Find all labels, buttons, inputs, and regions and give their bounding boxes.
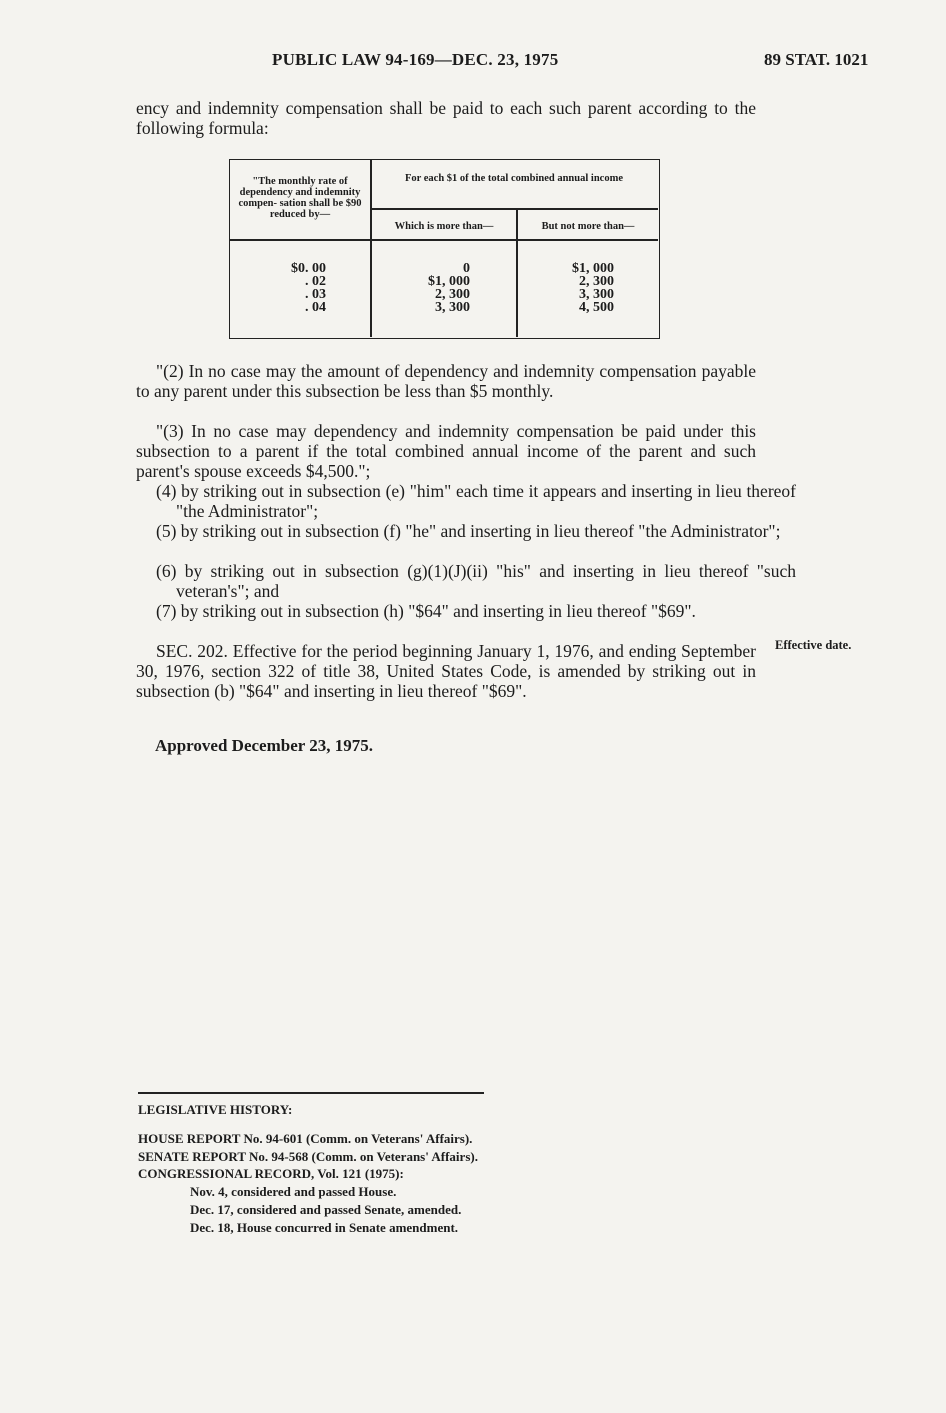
header-income: For each $1 of the total combined annual income (405, 173, 623, 184)
intro-paragraph: ency and indemnity compensation shall be paid to each such parent according to the following formula: (136, 98, 756, 138)
house-report: HOUSE REPORT No. 94-601 (Comm. on Veterans' Affairs). (138, 1131, 473, 1146)
formula-table (229, 159, 660, 339)
margin-note: Effective date. (775, 638, 852, 652)
table-cell: 4, 500 (579, 300, 614, 315)
senate-report: SENATE REPORT No. 94-568 (Comm. on Veterans' Affairs). (138, 1149, 478, 1164)
table-cell: $1, 000 (428, 274, 470, 289)
column-more-than (380, 262, 470, 314)
paragraph-7: (7) by striking out in subsection (h) "$64" and inserting in lieu thereof "$69". (156, 601, 696, 621)
table-cell: . 04 (305, 300, 326, 315)
table-cell: . 03 (305, 287, 326, 302)
table-cell: 3, 300 (579, 287, 614, 302)
table-cell: $1, 000 (572, 261, 614, 276)
paragraph-3: "(3) In no case may dependency and indemnity compensation be paid under this subsection to a parent if the total combined annual income of the parent and such parent's spouse exceeds $4,500."; (136, 421, 756, 481)
section-label: SEC. 202. (156, 641, 228, 661)
paragraph-6: (6) by striking out in subsection (g)(1)(J)(ii) "his" and inserting in lieu thereof "such veteran's"; and (156, 561, 796, 601)
paragraph-4: (4) by striking out in subsection (e) "him" each time it appears and inserting in lieu thereof "the Administrator"; (156, 481, 796, 521)
section-text: Effective for the period beginning January 1, 1976, and ending September 30, 1976, section 322 of title 38, United States Code, is amended by striking out in subsection (b) "$64" and inserting in lieu thereof "$69". (136, 641, 756, 701)
table-cell: . 02 (305, 274, 326, 289)
approval-line: Approved December 23, 1975. (155, 736, 373, 755)
law-title: PUBLIC LAW 94-169—DEC. 23, 1975 (272, 50, 559, 69)
legislative-history-title: LEGISLATIVE HISTORY: (138, 1102, 293, 1117)
table-cell: 2, 300 (435, 287, 470, 302)
column-not-more-than (530, 262, 614, 314)
header-rate: "The monthly rate of dependency and indemnity compen- sation shall be $90 reduced by— (238, 176, 362, 220)
section-202 (136, 641, 756, 701)
history-entry: Nov. 4, considered and passed House. (190, 1184, 397, 1199)
table-cell: 3, 300 (435, 300, 470, 315)
paragraph-5: (5) by striking out in subsection (f) "he" and inserting in lieu thereof "the Administrator"; (156, 521, 781, 541)
page-header (0, 50, 946, 74)
history-entry: Dec. 18, House concurred in Senate amendment. (190, 1220, 459, 1235)
history-entry: Dec. 17, considered and passed Senate, amended. (190, 1202, 462, 1217)
table-cell: $0. 00 (291, 261, 326, 276)
paragraph-2: "(2) In no case may the amount of dependency and indemnity compensation payable to any parent under this subsection be less than $5 monthly. (136, 361, 756, 401)
header-not-more-than: But not more than— (541, 221, 635, 232)
divider (138, 1092, 484, 1094)
column-reduction (250, 262, 326, 314)
table-cell: 0 (463, 261, 470, 276)
header-more-than: Which is more than— (394, 221, 494, 232)
stat-citation: 89 STAT. 1021 (764, 50, 869, 69)
table-cell: 2, 300 (579, 274, 614, 289)
congressional-record: CONGRESSIONAL RECORD, Vol. 121 (1975): (138, 1166, 404, 1181)
